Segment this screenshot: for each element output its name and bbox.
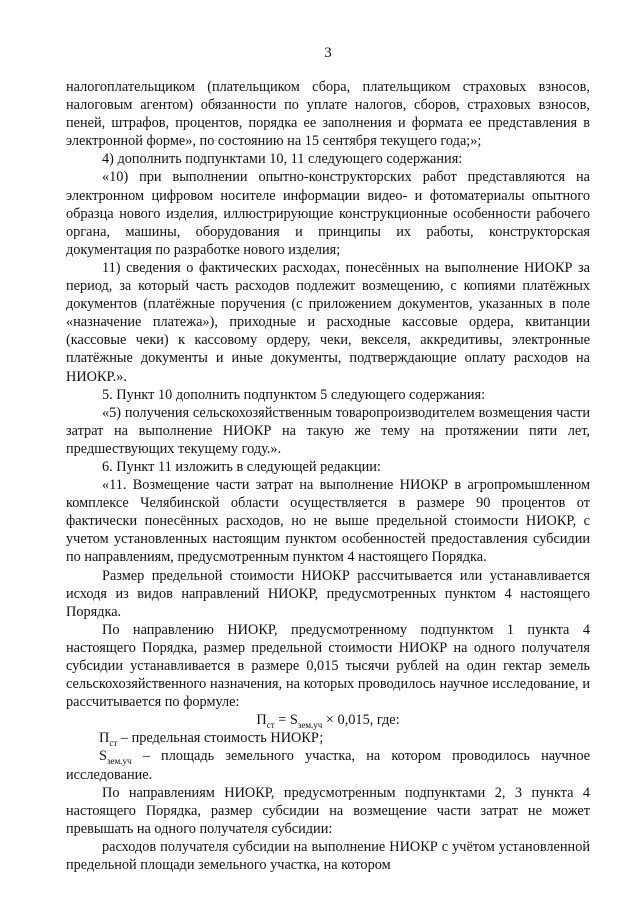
definition-item: $S_{зем.уч}$ – площадь земельного участка, на котором проводилось научное исследование. — [66, 748, 590, 783]
definition-item: $П_{ст}$ – предельная стоимость НИОКР; — [99, 730, 324, 749]
paragraph: «5) получения сельскохозяйственным товаропроизводителем возмещения части затрат на выполнение НИОКР на такую же тему на протяжении пяти лет, предшествующих текущему году.». — [66, 404, 590, 457]
paragraph: По направлениям НИОКР, предусмотренным подпунктами 2, 3 пункта 4 настоящего Порядка, размер субсидии на возмещение части затрат не может превышать на одного получателя субсидии: — [66, 784, 590, 837]
paragraph: «11. Возмещение части затрат на выполнение НИОКР в агропромышленном комплексе Челябинской области осуществляется в размере 90 процентов от фактически понесённых расходов, но не выше предельной стоимости НИОКР, с учетом установленных настоящим пунктом особенностей предоставления субсидии по направлениям, предусмотренным пунктом 4 настоящего Порядка. — [66, 477, 590, 566]
paragraph: 4) дополнить подпунктами 10, 11 следующего содержания: — [102, 151, 463, 168]
paragraph: 6. Пункт 11 изложить в следующей редакции: — [102, 458, 381, 475]
paragraph: 11) сведения о фактических расходах, понесённых на выполнение НИОКР за период, за который часть расходов подлежит возмещению, с копиями платёжных документов (платёжные поручения (с приложением документов, указанных в поле «назначение платежа»), приходные и расходные кассовые ордера, квитанции (кассовые чеки) к кассовому ордеру, чеки, векселя, аккредитивы, электронные платёжные документы и иные документы, подтверждающие оплату расходов на НИОКР.». — [66, 259, 590, 385]
paragraph: «10) при выполнении опытно-конструкторских работ представляются на электронном цифровом носителе информации видео- и фотоматериалы опытного образца нового изделия, иллюстрирующие конструкционные особенности рабочего органа, машины, оборудования и принципы их работы, конструкторская документация по разработке нового изделия; — [66, 169, 590, 258]
document-body — [66, 78, 590, 874]
paragraph: Размер предельной стоимости НИОКР рассчитывается или устанавливается исходя из видов направлений НИОКР, предусмотренных пунктом 4 настоящего Порядка. — [66, 567, 590, 620]
paragraph: 5. Пункт 10 дополнить подпунктом 5 следующего содержания: — [102, 386, 486, 403]
page-number: 3 — [324, 45, 332, 61]
paragraph: налогоплательщиком (плательщиком сбора, плательщиком страховых взносов, налоговым агентом) обязанности по уплате налогов, сборов, страховых взносов, пеней, штрафов, процентов, порядка ее заполнения и формата ее представления в электронной форме», по состоянию на 15 сентября текущего года;»; — [66, 79, 590, 150]
paragraph: расходов получателя субсидии на выполнение НИОКР с учётом установленной предельной площади земельного участка, на котором — [66, 838, 590, 874]
formula: $П_{ст} = S_{зем.уч} \times 0,015$, где: — [256, 712, 400, 731]
paragraph: По направлению НИОКР, предусмотренному подпунктом 1 пункта 4 настоящего Порядка, размер предельной стоимости НИОКР на одного получателя субсидии устанавливается в размере 0,015 тысячи рублей на один гектар земель сельскохозяйственного назначения, на которых проводилось научное исследование, и рассчитывается по формуле: — [66, 621, 590, 711]
